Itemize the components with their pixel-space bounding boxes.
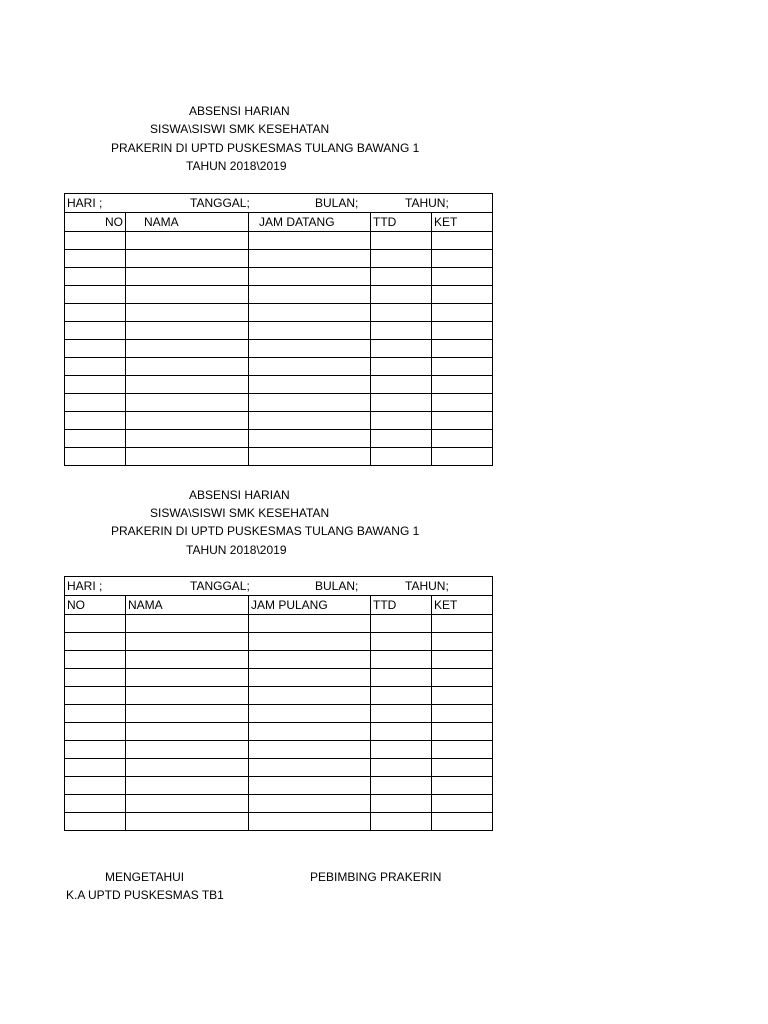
ket-cell[interactable] (432, 633, 493, 651)
nama-cell[interactable] (126, 394, 249, 412)
table-row (65, 304, 493, 322)
no-cell[interactable] (65, 448, 126, 466)
jam-cell[interactable] (249, 376, 371, 394)
sheet2-title-4: TAHUN 2018\2019 (186, 543, 287, 557)
sheet2-title-2: SISWA\SISWI SMK KESEHATAN (150, 506, 330, 520)
jam-cell[interactable] (249, 430, 371, 448)
ttd-cell[interactable] (371, 687, 432, 705)
ket-cell[interactable] (432, 759, 493, 777)
no-cell[interactable] (65, 304, 126, 322)
nama-cell[interactable] (126, 412, 249, 430)
jam-cell[interactable] (249, 813, 371, 831)
no-cell[interactable] (65, 705, 126, 723)
col-nama-header: NAMA (126, 213, 249, 232)
table-row (65, 687, 493, 705)
jam-cell[interactable] (249, 340, 371, 358)
jam-cell[interactable] (249, 304, 371, 322)
no-cell[interactable] (65, 250, 126, 268)
nama-cell[interactable] (126, 250, 249, 268)
no-cell[interactable] (65, 286, 126, 304)
mengetahui-label: MENGETAHUI (105, 870, 185, 884)
ket-cell[interactable] (432, 813, 493, 831)
col-nama-header: NAMA (126, 596, 249, 615)
table-row (65, 340, 493, 358)
date-header-row (65, 577, 493, 596)
ket-cell[interactable] (432, 340, 493, 358)
ket-cell[interactable] (432, 394, 493, 412)
ttd-cell[interactable] (371, 376, 432, 394)
ttd-cell[interactable] (371, 322, 432, 340)
table-row (65, 669, 493, 687)
col-ket-header: KET (432, 596, 493, 615)
no-cell[interactable] (65, 759, 126, 777)
jam-cell[interactable] (249, 795, 371, 813)
table-row (65, 232, 493, 250)
ket-cell[interactable] (432, 286, 493, 304)
no-cell[interactable] (65, 340, 126, 358)
col-no-header: NO (65, 596, 126, 615)
column-header-row (65, 596, 493, 615)
table-row (65, 448, 493, 466)
table-row (65, 394, 493, 412)
no-cell[interactable] (65, 268, 126, 286)
jam-cell[interactable] (249, 412, 371, 430)
ket-cell[interactable] (432, 741, 493, 759)
ttd-cell[interactable] (371, 633, 432, 651)
table-row (65, 723, 493, 741)
ket-cell[interactable] (432, 651, 493, 669)
table-row (65, 777, 493, 795)
jam-cell[interactable] (249, 759, 371, 777)
col-jam-header: JAM PULANG (249, 596, 371, 615)
jam-cell[interactable] (249, 268, 371, 286)
ttd-cell[interactable] (371, 412, 432, 430)
no-cell[interactable] (65, 741, 126, 759)
jam-cell[interactable] (249, 615, 371, 633)
nama-cell[interactable] (126, 340, 249, 358)
hari-label: HARI ; (67, 579, 103, 593)
attendance-rows-pulang (65, 615, 493, 831)
ttd-cell[interactable] (371, 358, 432, 376)
no-cell[interactable] (65, 795, 126, 813)
ket-cell[interactable] (432, 250, 493, 268)
no-cell[interactable] (65, 813, 126, 831)
sheet2-title-1: ABSENSI HARIAN (189, 488, 290, 502)
ket-cell[interactable] (432, 705, 493, 723)
no-cell[interactable] (65, 358, 126, 376)
table-row (65, 286, 493, 304)
ket-cell[interactable] (432, 412, 493, 430)
nama-cell[interactable] (126, 232, 249, 250)
ket-cell[interactable] (432, 777, 493, 795)
jam-cell[interactable] (249, 250, 371, 268)
nama-cell[interactable] (126, 669, 249, 687)
table-row (65, 376, 493, 394)
no-cell[interactable] (65, 232, 126, 250)
no-cell[interactable] (65, 322, 126, 340)
nama-cell[interactable] (126, 633, 249, 651)
ttd-cell[interactable] (371, 705, 432, 723)
bulan-label: BULAN; (315, 196, 359, 210)
jam-cell[interactable] (249, 669, 371, 687)
table-row (65, 250, 493, 268)
col-ttd-header: TTD (371, 213, 432, 232)
nama-cell[interactable] (126, 448, 249, 466)
sheet1-title-1: ABSENSI HARIAN (189, 104, 290, 118)
ttd-cell[interactable] (371, 795, 432, 813)
ttd-cell[interactable] (371, 232, 432, 250)
jam-cell[interactable] (249, 777, 371, 795)
nama-cell[interactable] (126, 777, 249, 795)
nama-cell[interactable] (126, 615, 249, 633)
ttd-cell[interactable] (371, 394, 432, 412)
table-row (65, 705, 493, 723)
ttd-cell[interactable] (371, 250, 432, 268)
ttd-cell[interactable] (371, 651, 432, 669)
ket-cell[interactable] (432, 358, 493, 376)
pebimbing-label: PEBIMBING PRAKERIN (310, 870, 442, 884)
ket-cell[interactable] (432, 232, 493, 250)
tanggal-label: TANGGAL; (190, 196, 250, 210)
ttd-cell[interactable] (371, 268, 432, 286)
ket-cell[interactable] (432, 448, 493, 466)
ttd-cell[interactable] (371, 777, 432, 795)
table-row (65, 322, 493, 340)
no-cell[interactable] (65, 777, 126, 795)
no-cell[interactable] (65, 430, 126, 448)
jam-cell[interactable] (249, 322, 371, 340)
ket-cell[interactable] (432, 268, 493, 286)
tahun-label: TAHUN; (405, 579, 449, 593)
ttd-cell[interactable] (371, 741, 432, 759)
tanggal-label: TANGGAL; (190, 579, 250, 593)
ttd-cell[interactable] (371, 304, 432, 322)
table-row (65, 358, 493, 376)
no-cell[interactable] (65, 723, 126, 741)
table-row (65, 412, 493, 430)
table-row (65, 268, 493, 286)
sheet2-title-3: PRAKERIN DI UPTD PUSKESMAS TULANG BAWANG 1 (111, 524, 420, 538)
no-cell[interactable] (65, 687, 126, 705)
attendance-table-pulang (64, 576, 493, 831)
ttd-cell[interactable] (371, 723, 432, 741)
table-row (65, 633, 493, 651)
ttd-cell[interactable] (371, 448, 432, 466)
ket-cell[interactable] (432, 615, 493, 633)
date-header-row (65, 194, 493, 213)
jam-cell[interactable] (249, 723, 371, 741)
nama-cell[interactable] (126, 723, 249, 741)
ttd-cell[interactable] (371, 430, 432, 448)
ket-cell[interactable] (432, 322, 493, 340)
sheet1-title-3: PRAKERIN DI UPTD PUSKESMAS TULANG BAWANG 1 (111, 141, 420, 155)
nama-cell[interactable] (126, 651, 249, 669)
col-no-header: NO (65, 213, 126, 232)
hari-label: HARI ; (67, 196, 103, 210)
sheet1-title-2: SISWA\SISWI SMK KESEHATAN (150, 122, 330, 136)
no-cell[interactable] (65, 651, 126, 669)
ket-cell[interactable] (432, 304, 493, 322)
attendance-table-datang (64, 193, 493, 466)
ttd-cell[interactable] (371, 286, 432, 304)
table-row (65, 651, 493, 669)
col-ket-header: KET (432, 213, 493, 232)
no-cell[interactable] (65, 412, 126, 430)
nama-cell[interactable] (126, 358, 249, 376)
jam-cell[interactable] (249, 687, 371, 705)
ttd-cell[interactable] (371, 669, 432, 687)
jam-cell[interactable] (249, 741, 371, 759)
jam-cell[interactable] (249, 705, 371, 723)
ket-cell[interactable] (432, 669, 493, 687)
tahun-label: TAHUN; (405, 196, 449, 210)
nama-cell[interactable] (126, 376, 249, 394)
nama-cell[interactable] (126, 322, 249, 340)
jam-cell[interactable] (249, 394, 371, 412)
jam-cell[interactable] (249, 286, 371, 304)
nama-cell[interactable] (126, 687, 249, 705)
col-ttd-header: TTD (371, 596, 432, 615)
jam-cell[interactable] (249, 232, 371, 250)
ket-cell[interactable] (432, 687, 493, 705)
table-row (65, 759, 493, 777)
ket-cell[interactable] (432, 376, 493, 394)
table-row (65, 795, 493, 813)
ka-uptd-label: K.A UPTD PUSKESMAS TB1 (66, 888, 224, 902)
no-cell[interactable] (65, 633, 126, 651)
ket-cell[interactable] (432, 723, 493, 741)
nama-cell[interactable] (126, 430, 249, 448)
ket-cell[interactable] (432, 795, 493, 813)
sheet1-title-4: TAHUN 2018\2019 (186, 159, 287, 173)
jam-cell[interactable] (249, 633, 371, 651)
ket-cell[interactable] (432, 430, 493, 448)
table-row (65, 741, 493, 759)
nama-cell[interactable] (126, 304, 249, 322)
no-cell[interactable] (65, 376, 126, 394)
nama-cell[interactable] (126, 268, 249, 286)
jam-cell[interactable] (249, 448, 371, 466)
table-row (65, 430, 493, 448)
attendance-rows-datang (65, 232, 493, 466)
ttd-cell[interactable] (371, 813, 432, 831)
jam-cell[interactable] (249, 651, 371, 669)
ttd-cell[interactable] (371, 615, 432, 633)
nama-cell[interactable] (126, 795, 249, 813)
table-row (65, 615, 493, 633)
no-cell[interactable] (65, 669, 126, 687)
nama-cell[interactable] (126, 759, 249, 777)
nama-cell[interactable] (126, 741, 249, 759)
no-cell[interactable] (65, 615, 126, 633)
col-jam-header: JAM DATANG (249, 213, 371, 232)
no-cell[interactable] (65, 394, 126, 412)
ttd-cell[interactable] (371, 340, 432, 358)
table-row (65, 813, 493, 831)
nama-cell[interactable] (126, 813, 249, 831)
ttd-cell[interactable] (371, 759, 432, 777)
nama-cell[interactable] (126, 286, 249, 304)
jam-cell[interactable] (249, 358, 371, 376)
nama-cell[interactable] (126, 705, 249, 723)
bulan-label: BULAN; (315, 579, 359, 593)
column-header-row (65, 213, 493, 232)
